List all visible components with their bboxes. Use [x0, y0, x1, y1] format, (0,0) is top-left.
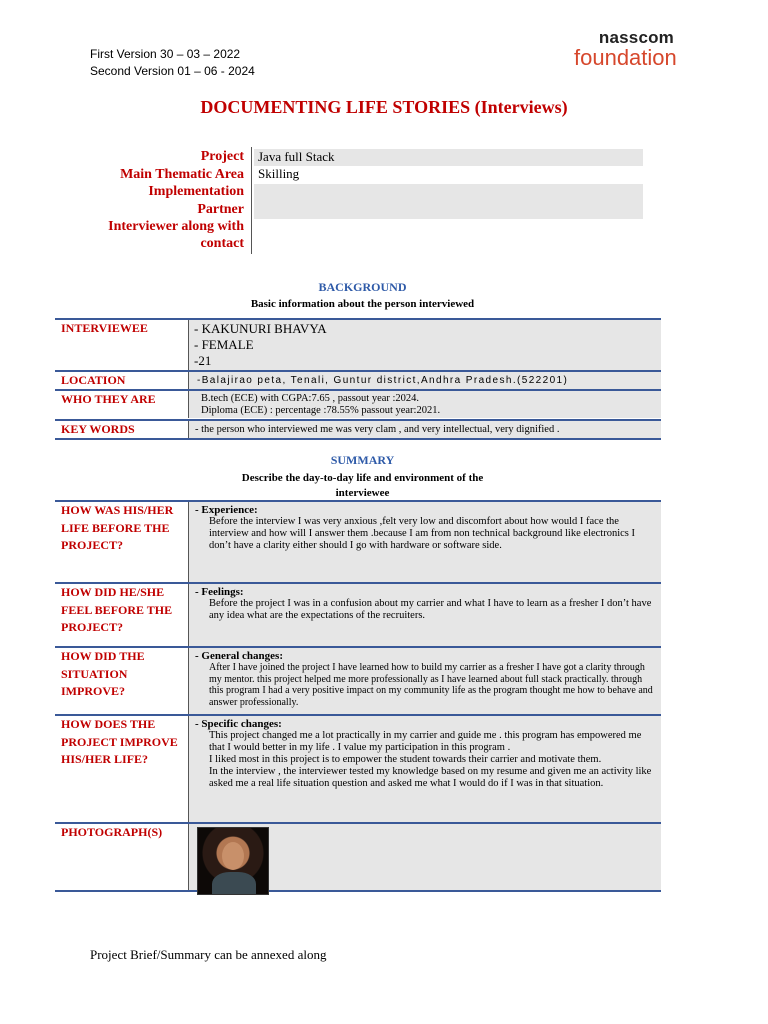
project-improve-text-3: In the interview , the interviewer tested my knowledge based on my resume and given me an activity like asked me a real life situation question and asked me what I would do if I was in that situation. — [209, 766, 652, 789]
photograph-row — [55, 822, 661, 892]
interviewee-photo — [197, 827, 269, 895]
project-value: Java full Stack — [254, 149, 643, 166]
key-words-label: KEY WORDS — [61, 422, 135, 436]
situation-improve-dash: - — [195, 650, 202, 662]
who-they-are-line1: B.tech (ECE) with CGPA:7.65 , passout year :2024. — [201, 393, 420, 404]
life-before-cell — [188, 502, 661, 582]
background-heading: BACKGROUND — [318, 280, 407, 294]
feel-before-row — [55, 582, 661, 646]
thematic-area-label: Main Thematic Area — [120, 167, 244, 182]
summary-subheading-line1: Describe the day-to-day life and environment of the — [241, 472, 484, 484]
photograph-label: PHOTOGRAPH(S) — [61, 825, 163, 839]
summary-heading: SUMMARY — [330, 453, 395, 467]
contact-label: contact — [200, 236, 244, 251]
implementation-partner-value — [254, 184, 643, 219]
life-before-row — [55, 500, 661, 582]
background-subheading: Basic information about the person interviewed — [250, 298, 475, 310]
feel-before-heading: Feelings: — [201, 586, 244, 598]
life-before-text: Before the interview I was very anxious ,felt very low and discomfort about how would I face the interview and how will I answer them .because I am from non technical background like electronics I don’t have a clarity either should I go with hardware or software side. — [209, 516, 635, 551]
feel-before-dash: - — [195, 586, 202, 598]
location-row — [55, 370, 661, 389]
interviewee-name: - KAKUNURI BHAVYA — [194, 321, 327, 336]
interviewee-gender: - FEMALE — [194, 337, 254, 352]
location-label: LOCATION — [61, 373, 126, 387]
project-improve-label: HOW DOES THE PROJECT IMPROVE HIS/HER LIFE? — [61, 717, 178, 766]
interviewee-age: -21 — [194, 353, 212, 368]
partner-label: Partner — [197, 202, 244, 217]
summary-subheading-line2: interviewee — [335, 487, 390, 499]
location-value: -Balajirao peta, Tenali, Guntur district,Andhra Pradesh.(522201) — [197, 375, 569, 386]
project-improve-text-2: I liked most in this project is to empower the student towards their carrier and motivate them. — [209, 754, 602, 765]
feel-before-label: HOW DID HE/SHE FEEL BEFORE THE PROJECT? — [61, 585, 173, 634]
situation-improve-cell — [188, 648, 661, 714]
project-improve-dash: - — [195, 718, 202, 730]
feel-before-cell — [188, 584, 661, 646]
project-improve-cell — [188, 716, 661, 822]
project-improve-heading: Specific changes: — [201, 718, 282, 730]
interviewee-cell — [188, 320, 661, 370]
photo-body — [212, 872, 256, 895]
interviewer-label: Interviewer along with — [108, 219, 244, 234]
who-they-are-label: WHO THEY ARE — [61, 392, 156, 406]
thematic-area-value: Skilling — [258, 166, 300, 181]
footer-note: Project Brief/Summary can be annexed along — [90, 947, 327, 962]
key-words-cell — [188, 421, 661, 438]
situation-improve-text: After I have joined the project I have learned how to build my carrier as a fresher I have got a clarity through my mentor. this project helped me more professionally as I have learned about full stack practically. through this program I had a very positive impact on my community life as the program thought me how to behave and answer professionally. — [209, 662, 653, 708]
key-words-row — [55, 419, 661, 440]
project-improve-text-1: This project changed me a lot practically in my carrier and guide me . this program has empowered me that I would better in my life . I value my participation in this program . — [209, 730, 642, 753]
who-they-are-cell — [188, 391, 661, 418]
location-cell — [188, 372, 661, 389]
second-version: Second Version 01 – 06 - 2024 — [90, 64, 255, 78]
interviewee-row — [55, 318, 661, 370]
project-divider — [251, 147, 252, 254]
who-they-are-row — [55, 389, 661, 418]
project-improve-row — [55, 714, 661, 822]
document-title: DOCUMENTING LIFE STORIES (Interviews) — [200, 97, 568, 117]
who-they-are-line2: Diploma (ECE) : percentage :78.55% passout year:2021. — [201, 405, 441, 416]
feel-before-text: Before the project I was in a confusion about my carrier and what I have to learn as a fresher I don’t have any idea what are the expectations of the recruiters. — [209, 598, 652, 621]
interviewer-value — [254, 219, 643, 253]
summary-subheading — [0, 471, 725, 501]
version-info — [90, 46, 255, 80]
situation-improve-row — [55, 646, 661, 714]
life-before-dash: - — [195, 504, 202, 516]
life-before-heading: Experience: — [201, 504, 258, 516]
logo-text-top: nasscom — [598, 28, 674, 47]
life-before-label: HOW WAS HIS/HER LIFE BEFORE THE PROJECT? — [61, 503, 174, 552]
first-version: First Version 30 – 03 – 2022 — [90, 47, 241, 61]
situation-improve-heading: General changes: — [201, 650, 283, 662]
implementation-label: Implementation — [148, 184, 244, 199]
situation-improve-label: HOW DID THE SITUATION IMPROVE? — [61, 649, 145, 698]
interviewee-label: INTERVIEWEE — [61, 321, 148, 335]
nasscom-foundation-logo — [574, 28, 694, 69]
logo-text-bottom: foundation — [574, 45, 677, 70]
photo-face — [222, 842, 244, 870]
project-label: Project — [200, 149, 244, 164]
photograph-cell — [188, 824, 661, 890]
key-words-value: - the person who interviewed me was very clam , and very intellectual, very dignified . — [195, 424, 560, 435]
